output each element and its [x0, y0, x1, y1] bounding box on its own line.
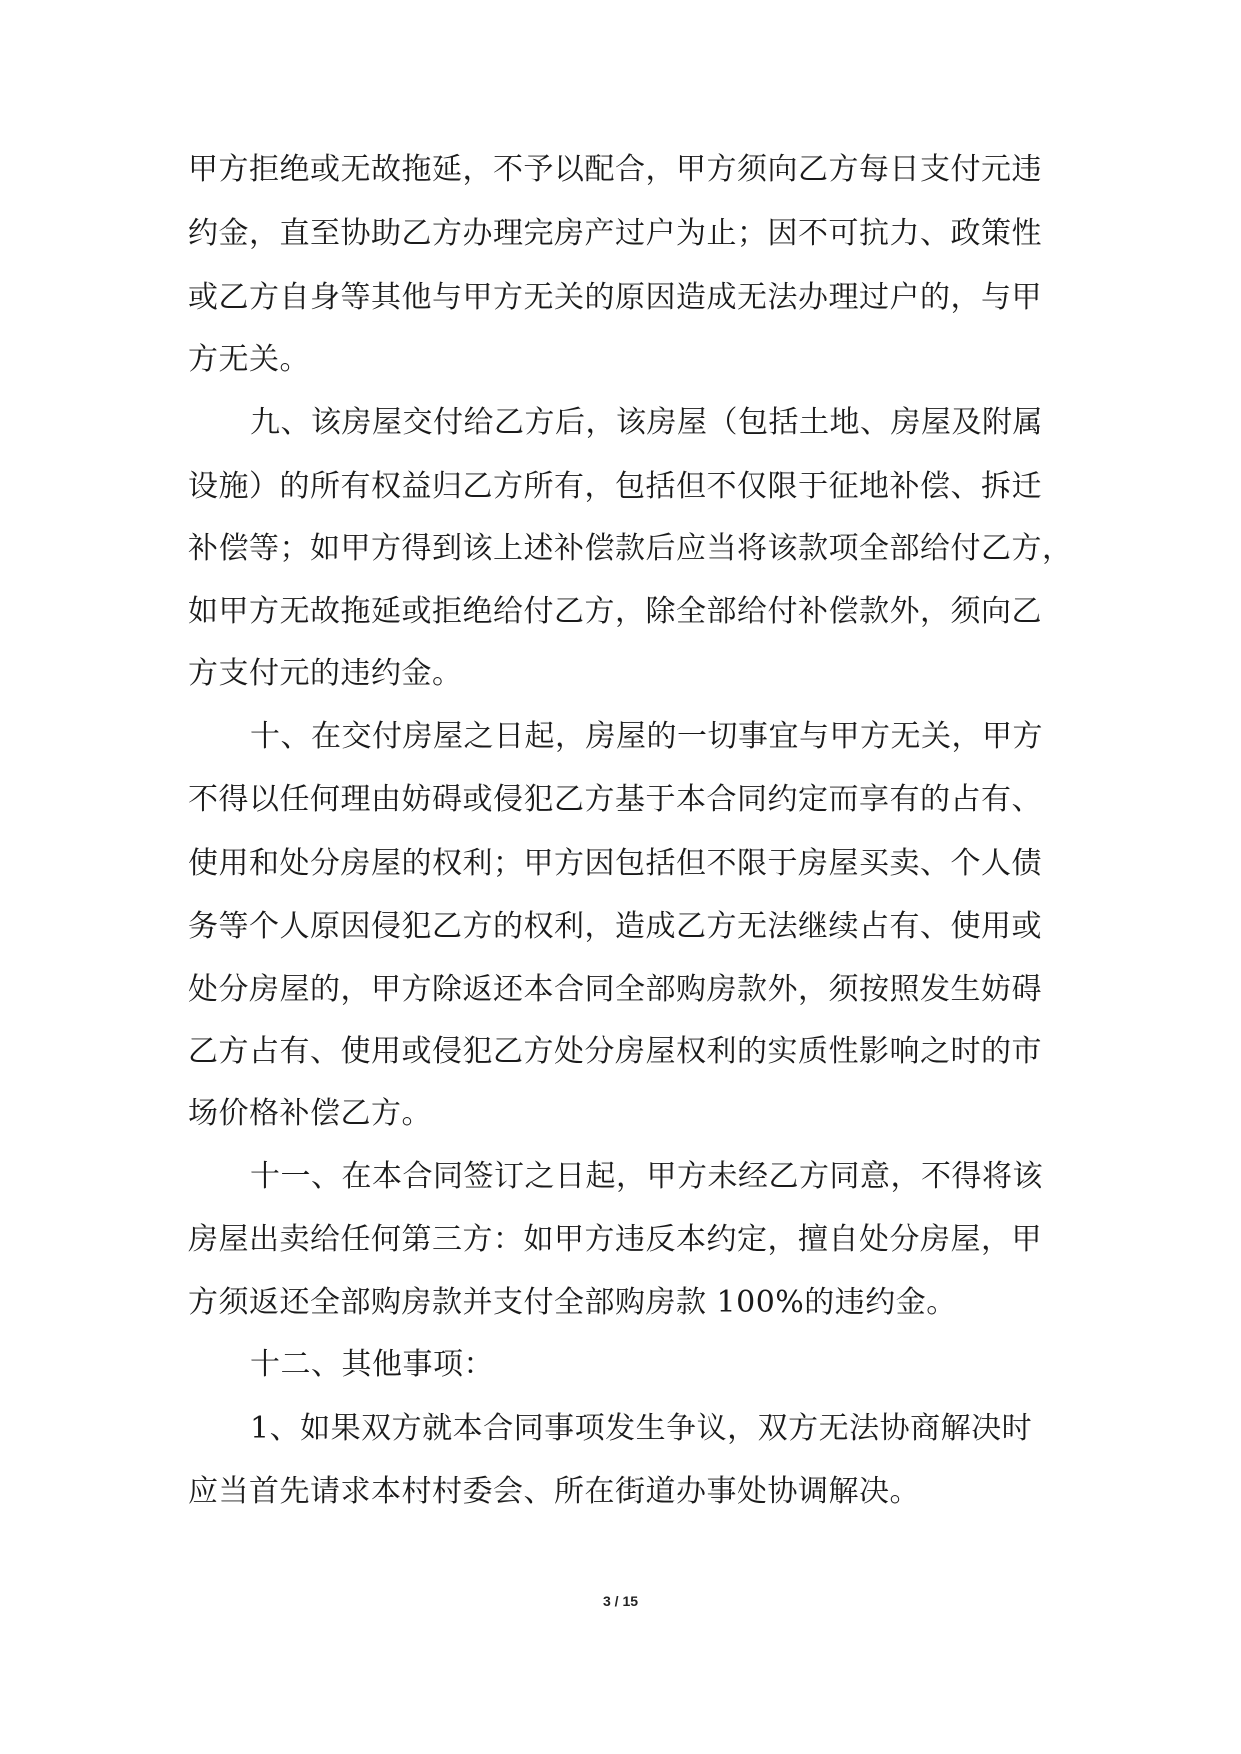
text-line: 乙方占有、使用或侵犯乙方处分房屋权利的实质性影响之时的市	[188, 1034, 1042, 1069]
text-line: 方无关。	[188, 342, 310, 377]
text-line: 十、在交付房屋之日起，房屋的一切事宜与甲方无关，甲方	[250, 719, 1043, 754]
text-line: 应当首先请求本村村委会、所在街道办事处协调解决。	[188, 1474, 920, 1509]
text-line: 九、该房屋交付给乙方后，该房屋（包括土地、房屋及附属	[250, 405, 1043, 440]
text-line: 或乙方自身等其他与甲方无关的原因造成无法办理过户的，与甲	[188, 280, 1042, 315]
text-line: 务等个人原因侵犯乙方的权利，造成乙方无法继续占有、使用或	[188, 909, 1042, 944]
text-line: 补偿等；如甲方得到该上述补偿款后应当将该款项全部给付乙方，	[188, 531, 1073, 566]
text-line: 方须返还全部购房款并支付全部购房款 100%的违约金。	[188, 1285, 957, 1320]
text-line: 处分房屋的，甲方除返还本合同全部购房款外，须按照发生妨碍	[188, 972, 1042, 1007]
text-line: 十一、在本合同签订之日起，甲方未经乙方同意，不得将该	[250, 1159, 1043, 1194]
text-line: 约金，直至协助乙方办理完房产过户为止；因不可抗力、政策性	[188, 216, 1042, 251]
page-number: 3 / 15	[602, 1593, 639, 1609]
text-line: 1、如果双方就本合同事项发生争议，双方无法协商解决时	[250, 1411, 1033, 1446]
text-line: 房屋出卖给任何第三方：如甲方违反本约定，擅自处分房屋，甲	[188, 1222, 1042, 1257]
text-line: 使用和处分房屋的权利；甲方因包括但不限于房屋买卖、个人债	[188, 846, 1042, 881]
text-line: 设施）的所有权益归乙方所有，包括但不仅限于征地补偿、拆迁	[188, 469, 1042, 504]
text-line: 如甲方无故拖延或拒绝给付乙方，除全部给付补偿款外，须向乙	[188, 594, 1042, 629]
text-line: 不得以任何理由妨碍或侵犯乙方基于本合同约定而享有的占有、	[188, 782, 1042, 817]
text-line: 十二、其他事项：	[250, 1347, 494, 1382]
text-line: 甲方拒绝或无故拖延，不予以配合，甲方须向乙方每日支付元违	[188, 152, 1042, 187]
text-line: 方支付元的违约金。	[188, 656, 463, 691]
text-line: 场价格补偿乙方。	[188, 1096, 432, 1131]
